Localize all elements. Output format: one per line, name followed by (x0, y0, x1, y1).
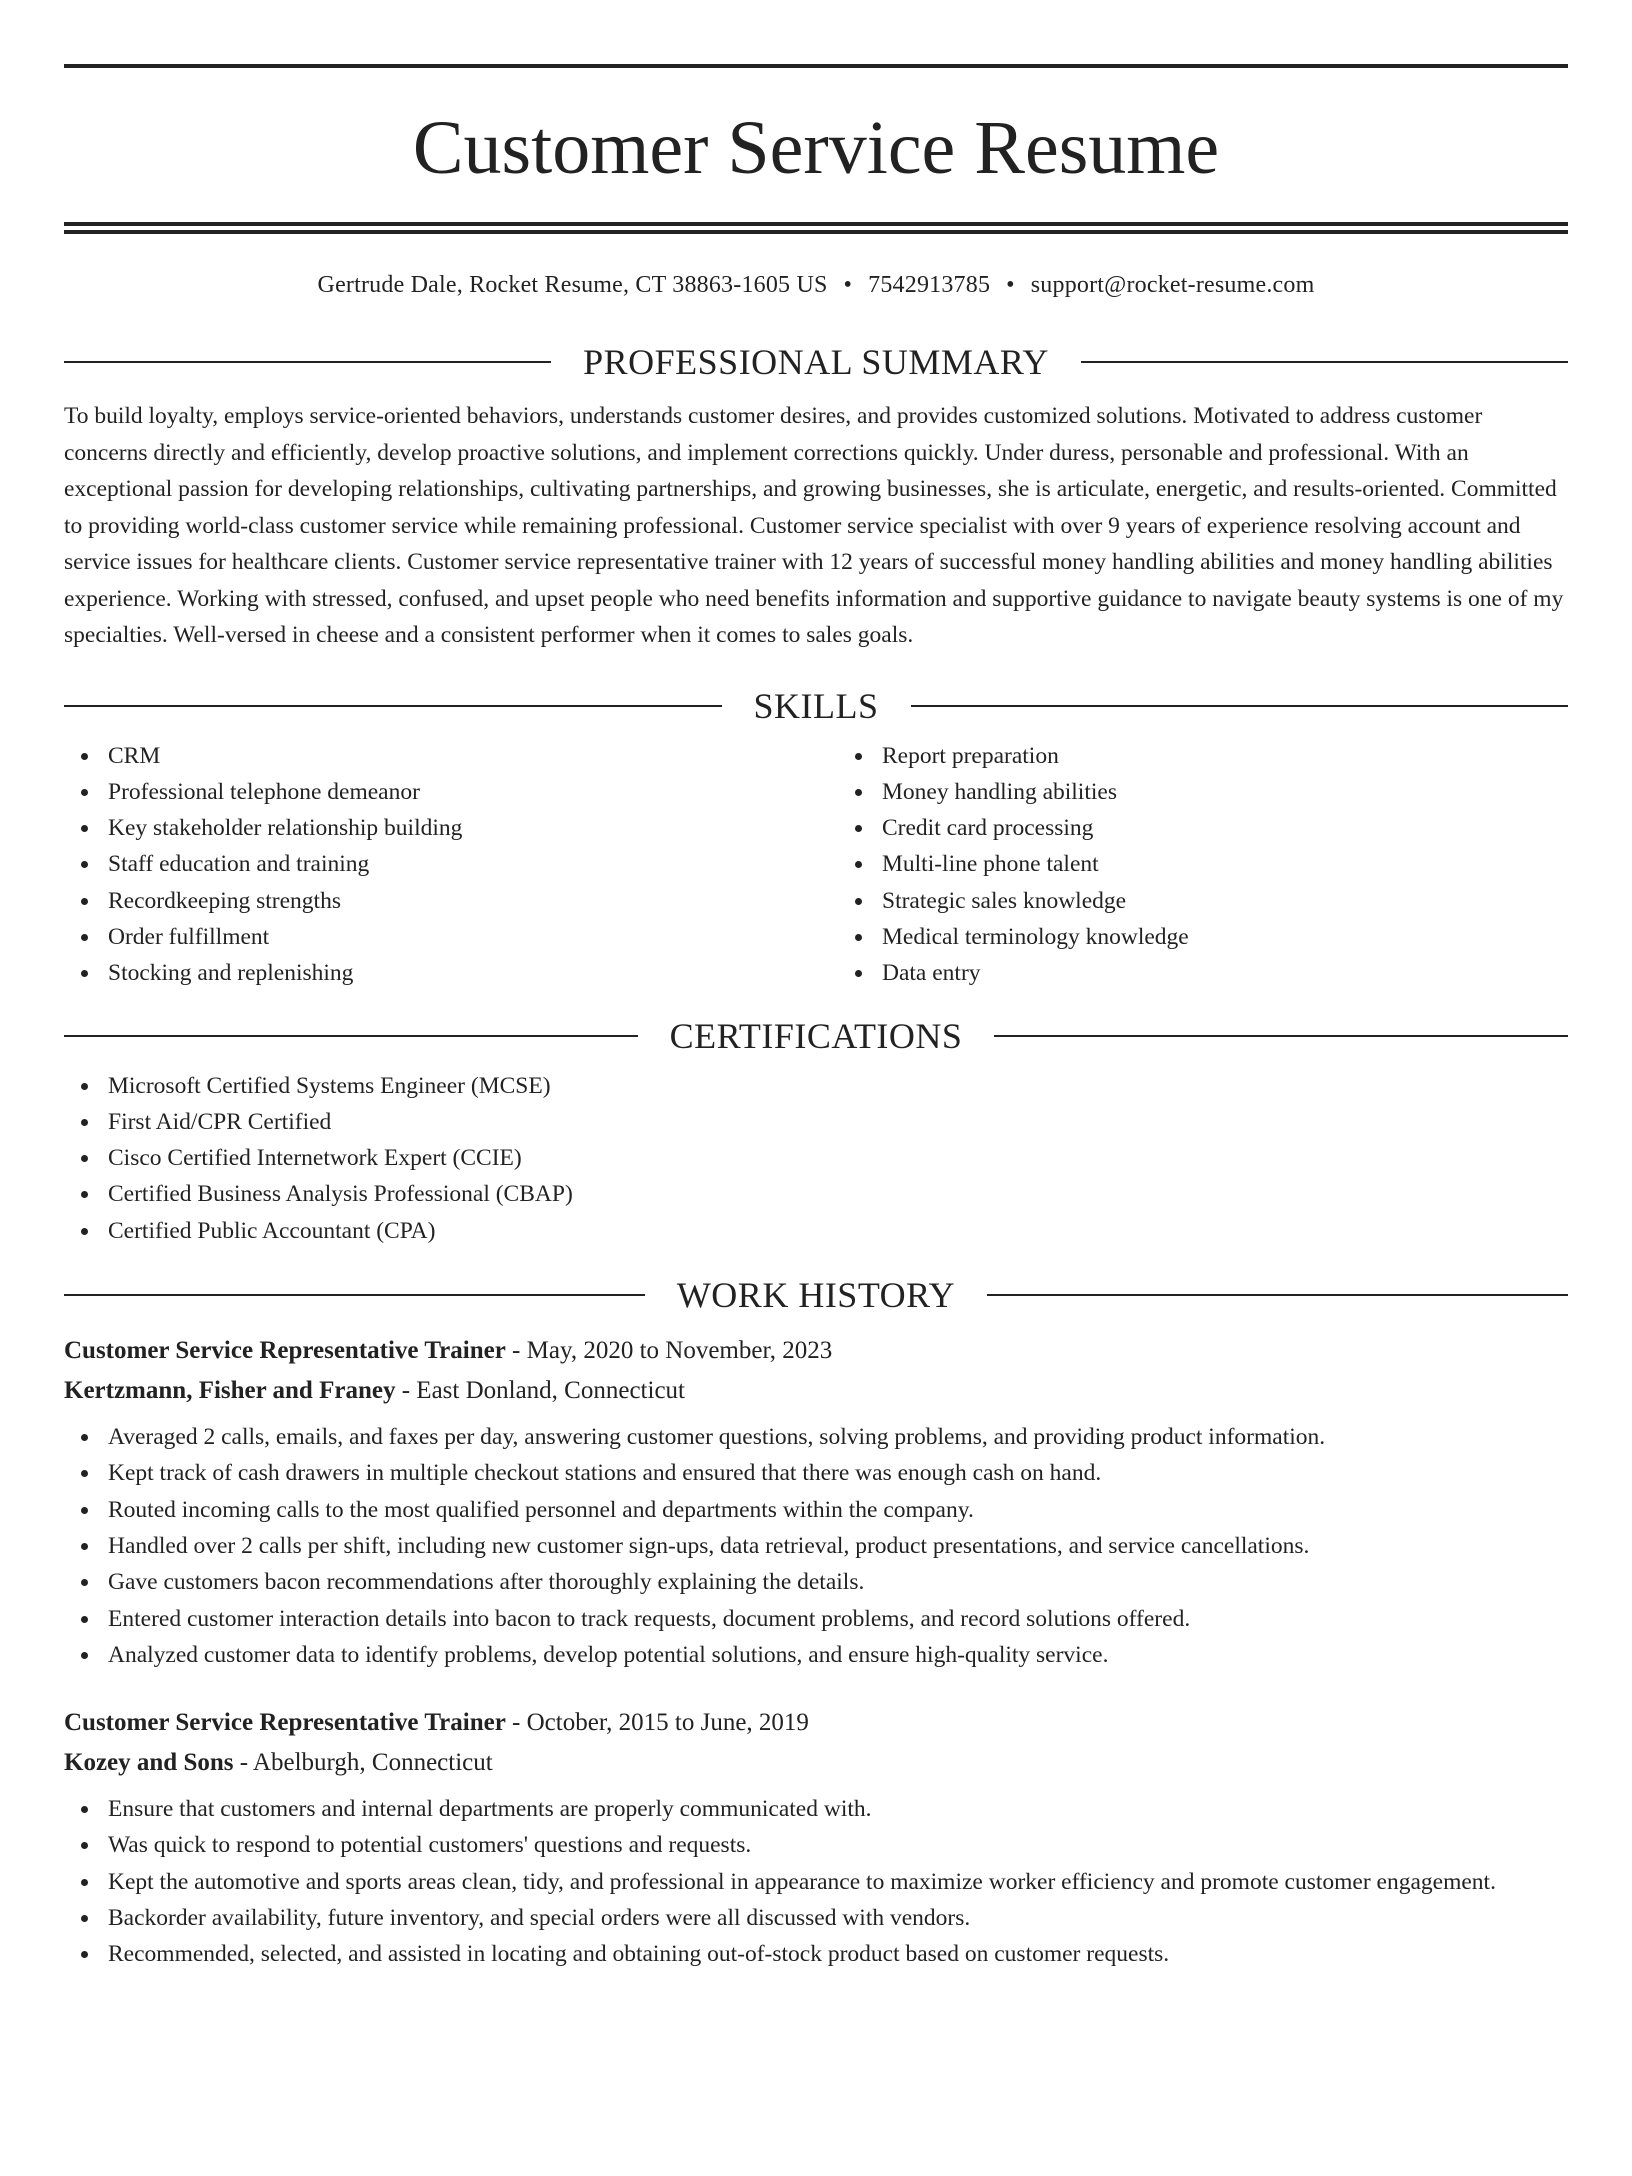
list-item: Was quick to respond to potential customers' questions and requests. (108, 1827, 1568, 1863)
heading-rule-right (911, 705, 1569, 707)
job-location: - Abelburgh, Connecticut (239, 1749, 493, 1777)
section-heading-certifications (64, 1014, 1568, 1058)
list-item: Multi-line phone talent (882, 846, 1568, 882)
job-entry (64, 1703, 1568, 1972)
skills-grid (64, 738, 1568, 992)
job-company-line (64, 1743, 1568, 1783)
list-item: Backorder availability, future inventory, and special orders were all discussed with vendors. (108, 1900, 1568, 1936)
section-title: SKILLS (753, 685, 879, 726)
contact-email: support@rocket-resume.com (1030, 272, 1315, 298)
list-item: Ensure that customers and internal departments are properly communicated with. (108, 1791, 1568, 1827)
list-item: Strategic sales knowledge (882, 883, 1568, 919)
section-heading-skills (64, 684, 1568, 728)
heading-rule-right (994, 1035, 1568, 1037)
list-item: Routed incoming calls to the most qualified personnel and departments within the company. (108, 1492, 1568, 1528)
list-item: Recordkeeping strengths (108, 883, 794, 919)
page-title: Customer Service Resume (412, 106, 1220, 190)
resume-page (0, 64, 1632, 2176)
list-item: Cisco Certified Internetwork Expert (CCIE) (108, 1140, 1568, 1176)
job-title-line (64, 1331, 1568, 1371)
contact-line (64, 270, 1568, 300)
list-item: Report preparation (882, 738, 1568, 774)
list-item: Key stakeholder relationship building (108, 810, 794, 846)
list-item: Certified Public Accountant (CPA) (108, 1213, 1568, 1249)
job-title: Customer Service Representative Trainer (64, 1337, 506, 1365)
list-item: Professional telephone demeanor (108, 774, 794, 810)
job-company-line (64, 1371, 1568, 1411)
section-heading-summary (64, 340, 1568, 384)
summary-text: To build loyalty, employs service-oriented behaviors, understands customer desires, and provides customized solutions. Motivated to address customer concerns directly and efficiently, develop proactive solutions, and implement corrections quickly. Under duress, personable and professional. With an exceptional passion for developing relationships, cultivating partnerships, and growing businesses, she is articulate, energetic, and results-oriented. Committed to providing world-class customer service while remaining professional. Customer service specialist with over 9 years of experience resolving account and service issues for healthcare clients. Customer service representative trainer with 12 years of successful money handling abilities and money handling abilities experience. Working with stressed, confused, and upset people who need benefits information and supportive guidance to navigate beauty systems is one of my specialties. Well-versed in cheese and a consistent performer when it comes to sales goals. (64, 403, 1564, 648)
list-item: Handled over 2 calls per shift, including new customer sign-ups, data retrieval, product presentations, and service cancellations. (108, 1528, 1568, 1564)
list-item: Certified Business Analysis Professional (CBAP) (108, 1176, 1568, 1212)
job-dates: - May, 2020 to November, 2023 (512, 1337, 833, 1365)
list-item: Kept track of cash drawers in multiple checkout stations and ensured that there was enough cash on hand. (108, 1455, 1568, 1491)
list-item: Staff education and training (108, 846, 794, 882)
list-item: Kept the automotive and sports areas clean, tidy, and professional in appearance to maximize worker efficiency and promote customer engagement. (108, 1864, 1568, 1900)
list-item: Order fulfillment (108, 919, 794, 955)
job-location: - East Donland, Connecticut (401, 1377, 685, 1405)
section-title: CERTIFICATIONS (669, 1015, 963, 1056)
job-company: Kertzmann, Fisher and Franey (64, 1377, 396, 1405)
heading-rule-left (64, 705, 722, 707)
heading-rule-right (987, 1294, 1568, 1296)
list-item: Microsoft Certified Systems Engineer (MCSE) (108, 1068, 1568, 1104)
contact-phone: 7542913785 (868, 272, 991, 298)
list-item: CRM (108, 738, 794, 774)
list-item: Entered customer interaction details into bacon to track requests, document problems, and record solutions offered. (108, 1601, 1568, 1637)
job-company: Kozey and Sons (64, 1749, 234, 1777)
job-bullets (64, 1419, 1568, 1673)
heading-rule-left (64, 361, 551, 363)
list-item: Gave customers bacon recommendations after thoroughly explaining the details. (108, 1564, 1568, 1600)
job-bullets (64, 1791, 1568, 1972)
heading-rule-left (64, 1294, 645, 1296)
list-item: Recommended, selected, and assisted in locating and obtaining out-of-stock product based on customer requests. (108, 1936, 1568, 1972)
skills-list-left (64, 738, 794, 992)
title-double-rule (64, 222, 1568, 234)
list-item: First Aid/CPR Certified (108, 1104, 1568, 1140)
top-rule (64, 64, 1568, 68)
job-dates: - October, 2015 to June, 2019 (512, 1709, 809, 1737)
contact-separator: • (843, 272, 853, 298)
skills-list-right (794, 738, 1568, 992)
list-item: Data entry (882, 955, 1568, 991)
list-item: Stocking and replenishing (108, 955, 794, 991)
heading-rule-left (64, 1035, 638, 1037)
contact-separator: • (1006, 272, 1015, 298)
job-title: Customer Service Representative Trainer (64, 1709, 506, 1737)
list-item: Money handling abilities (882, 774, 1568, 810)
section-title: WORK HISTORY (676, 1275, 956, 1316)
section-title: PROFESSIONAL SUMMARY (583, 342, 1049, 382)
list-item: Medical terminology knowledge (882, 919, 1568, 955)
job-entry (64, 1331, 1568, 1673)
list-item: Averaged 2 calls, emails, and faxes per day, answering customer questions, solving problems, and providing product information. (108, 1419, 1568, 1455)
heading-rule-right (1081, 361, 1568, 363)
section-heading-work-history (64, 1273, 1568, 1317)
contact-address: Gertrude Dale, Rocket Resume, CT 38863-1605 US (317, 272, 828, 298)
job-title-line (64, 1703, 1568, 1743)
certifications-list (64, 1068, 1568, 1249)
list-item: Credit card processing (882, 810, 1568, 846)
list-item: Analyzed customer data to identify problems, develop potential solutions, and ensure high-quality service. (108, 1637, 1568, 1673)
